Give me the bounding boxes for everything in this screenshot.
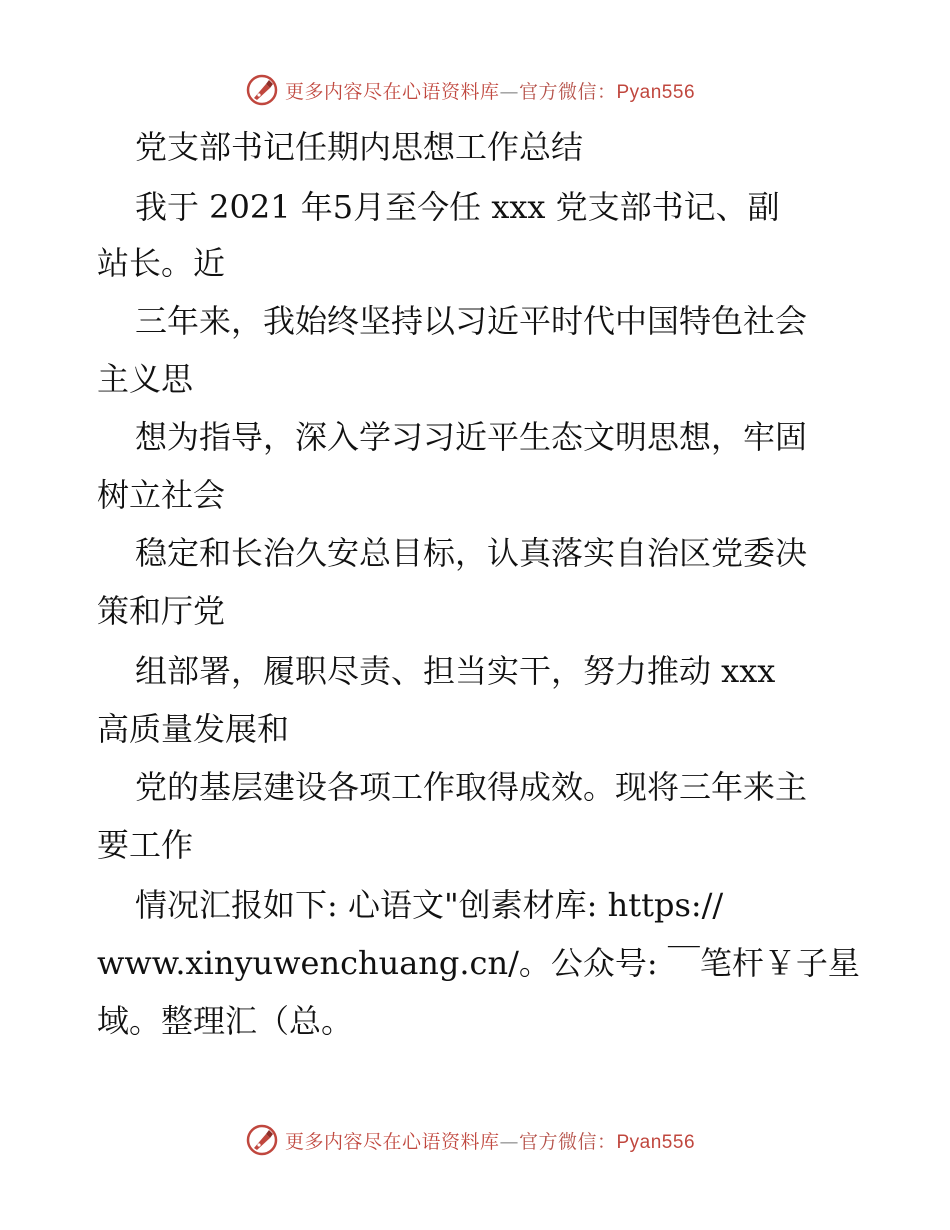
banner-dash: — (499, 1130, 519, 1153)
banner-dash: — (499, 80, 519, 103)
paragraph-line: 我于 2021 年5月至今任 xxx 党支部书记、副 (135, 188, 780, 226)
paragraph-line: www.xinyuwenchuang.cn/。公众号: ￣笔杆￥子星 (97, 944, 860, 982)
paragraph-line: 情况汇报如下: 心语文"创素材库: https:// (135, 886, 724, 924)
paragraph-line: 想为指导，深入学习习近平生态文明思想，牢固 (135, 418, 808, 456)
paragraph-line: 党的基层建设各项工作取得成效。现将三年来主 (135, 768, 808, 806)
banner-main-text: 更多内容尽在心语资料库 (284, 80, 500, 103)
banner-wechat-label: 官方微信： (518, 1130, 617, 1153)
banner-text (285, 1127, 695, 1154)
paragraph-line: 树立社会 (97, 476, 226, 514)
banner-wechat-id: Pyan556 (616, 81, 696, 103)
paragraph-line: 要工作 (97, 826, 194, 864)
banner-wechat-label: 官方微信： (518, 80, 617, 103)
paragraph-line: 策和厅党 (97, 592, 226, 630)
paragraph-line: 主义思 (97, 360, 194, 398)
banner-wechat-id: Pyan556 (616, 1131, 696, 1153)
paragraph-line: 高质量发展和 (97, 710, 290, 748)
document-title: 党支部书记任期内思想工作总结 (135, 128, 584, 166)
paragraph-line: 域。整理汇（总。 (97, 1002, 354, 1040)
header-banner (0, 70, 950, 110)
pen-nib-circle-icon (245, 1123, 279, 1157)
pen-nib-circle-icon (245, 73, 279, 107)
paragraph-line: 站长。近 (97, 244, 226, 282)
footer-banner (0, 1120, 950, 1160)
paragraph-line: 组部署，履职尽责、担当实干，努力推动 xxx (135, 652, 776, 690)
paragraph-line: 三年来，我始终坚持以习近平时代中国特色社会 (135, 302, 808, 340)
banner-text (285, 77, 695, 104)
banner-main-text: 更多内容尽在心语资料库 (284, 1130, 500, 1153)
paragraph-line: 稳定和长治久安总目标，认真落实自治区党委决 (135, 534, 808, 572)
